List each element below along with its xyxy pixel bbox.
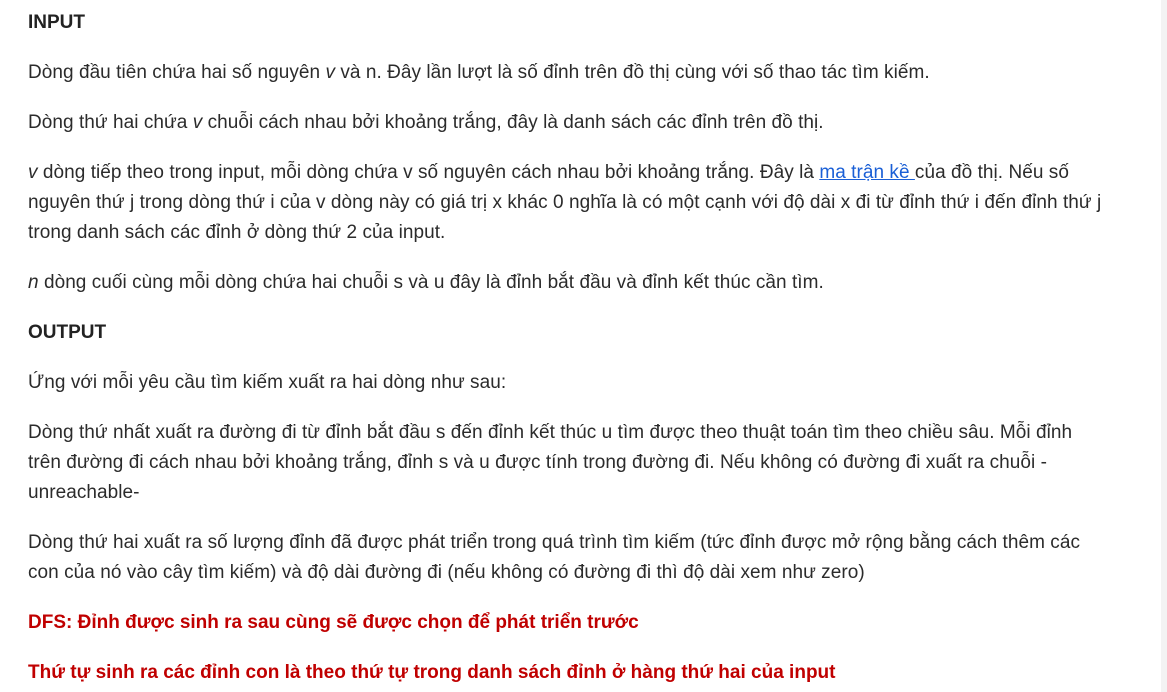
input-line-2-var: v — [192, 112, 203, 133]
output-line-2: Dòng thứ nhất xuất ra đường đi từ đỉnh bắt đầu s đến đỉnh kết thúc u tìm được theo thuật toán tìm theo chiều sâu. Mỗi đỉnh trên đường đi cách nhau bởi khoảng trắng, đỉnh s và u được tính trong đường đi. Nếu không có đường đi xuất ra chuỗi -unreachable- — [28, 422, 1073, 503]
scrollbar-track[interactable] — [1161, 0, 1167, 692]
input-line-4 — [28, 268, 1103, 298]
input-line-1 — [28, 58, 1103, 88]
input-line-2 — [28, 108, 1103, 138]
adjacency-matrix-link[interactable]: ma trận kề — [819, 162, 915, 183]
input-heading: INPUT — [28, 12, 85, 33]
input-line-3 — [28, 158, 1103, 248]
input-line-1-post: và n. Đây lần lượt là số đỉnh trên đồ thị cùng với số thao tác tìm kiếm. — [335, 62, 930, 83]
input-line-3-var: v — [28, 162, 38, 183]
dfs-note: DFS: Đỉnh được sinh ra sau cùng sẽ được chọn để phát triển trước — [28, 612, 639, 633]
input-line-4-post: dòng cuối cùng mỗi dòng chứa hai chuỗi s và u đây là đỉnh bắt đầu và đỉnh kết thúc cần tìm. — [38, 272, 824, 293]
input-line-3-post: của đồ thị. Nếu số nguyên thứ j trong dòng thứ i của v dòng này có giá trị x khác 0 nghĩa là có một cạnh với độ dài x đi từ đỉnh thứ i đến đỉnh thứ j trong danh sách các đỉnh ở dòng thứ 2 của input. — [28, 162, 1102, 243]
input-line-1-var: v — [325, 62, 336, 83]
input-line-2-post: chuỗi cách nhau bởi khoảng trắng, đây là danh sách các đỉnh trên đồ thị. — [202, 112, 824, 133]
child-order-note: Thứ tự sinh ra các đỉnh con là theo thứ tự trong danh sách đỉnh ở hàng thứ hai của input — [28, 662, 836, 683]
output-line-3: Dòng thứ hai xuất ra số lượng đỉnh đã được phát triển trong quá trình tìm kiếm (tức đỉnh được mở rộng bằng cách thêm các con của nó vào cây tìm kiếm) và độ dài đường đi (nếu không có đường đi thì độ dài xem như zero) — [28, 532, 1081, 583]
input-line-4-var: n — [28, 272, 39, 293]
input-line-2-pre: Dòng thứ hai chứa — [28, 112, 193, 133]
input-line-1-pre: Dòng đầu tiên chứa hai số nguyên — [28, 62, 326, 83]
output-heading: OUTPUT — [28, 322, 107, 343]
input-line-3-pre: dòng tiếp theo trong input, mỗi dòng chứa v số nguyên cách nhau bởi khoảng trắng. Đây là — [37, 162, 820, 183]
output-line-1: Ứng với mỗi yêu cầu tìm kiếm xuất ra hai dòng như sau: — [28, 372, 507, 393]
